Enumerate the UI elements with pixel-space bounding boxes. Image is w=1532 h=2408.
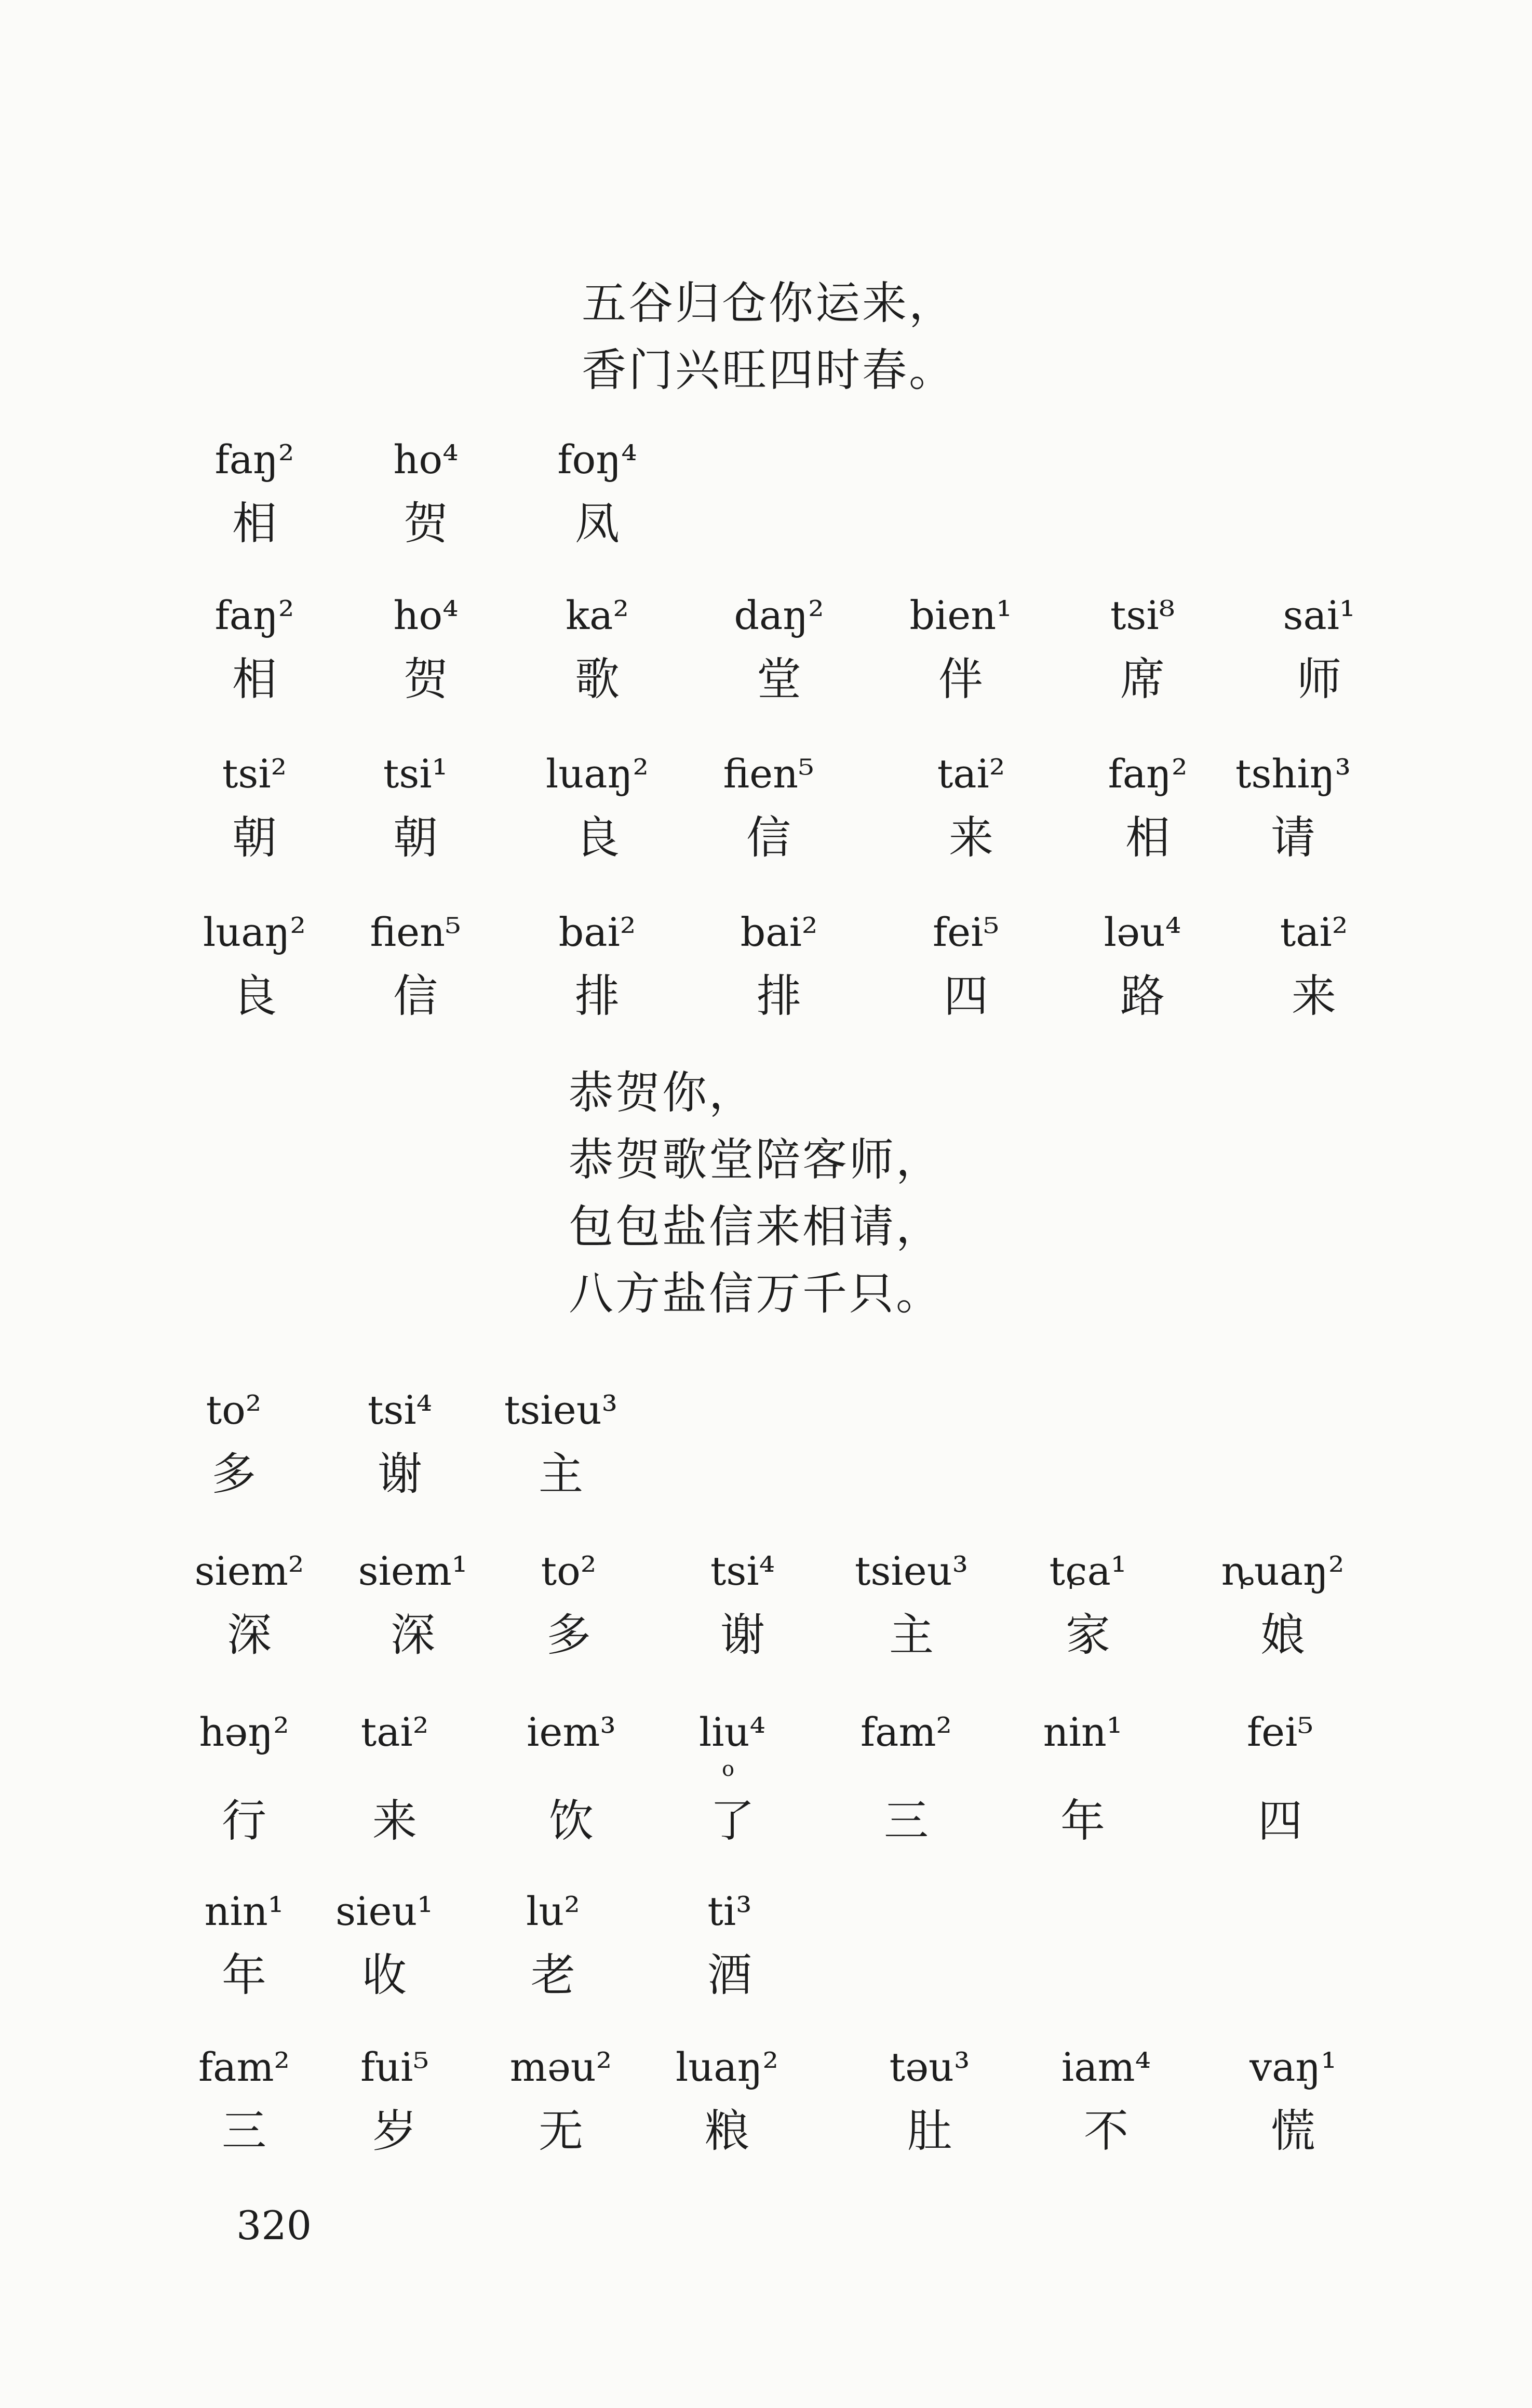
romanization: to² [206,1387,262,1433]
syllable-pair [473,1384,649,1503]
romanization: tsieu³ [504,1387,618,1433]
romanization: tsi⁸ [1110,592,1175,638]
syllable-pair [465,1885,641,2004]
hanzi: 谢 [720,1609,765,1661]
romanization: foŋ⁴ [557,436,637,483]
hanzi: 年 [222,1949,266,2001]
romanization: tshiŋ³ [1235,751,1351,797]
romanization: siem¹ [358,1548,468,1594]
syllable-pair [166,906,343,1025]
syllable-pair [306,1706,483,1850]
romanization: ka² [566,592,629,638]
romanization: fien⁵ [723,751,814,797]
syllable-pair [166,590,343,708]
romanization: tai² [360,1709,429,1755]
romanization: iem³ [527,1709,616,1755]
syllable-pair [327,906,504,1025]
syllable-pair [641,1885,818,2004]
romanization: faŋ² [214,436,294,483]
hanzi: 朝 [393,812,438,864]
romanization: bai² [558,909,636,955]
hanzi: 四 [1258,1795,1302,1847]
verse-block-1 [582,270,956,404]
syllable-pair [654,1545,831,1664]
hanzi: 请 [1271,812,1315,864]
hanzi: 朝 [232,812,277,864]
romanization: fam² [198,2044,290,2090]
syllable-pair [1205,2041,1381,2160]
syllable-pair [166,748,343,866]
hanzi: 多 [211,1448,256,1500]
romanization: fei⁵ [1247,1709,1313,1755]
hanzi: 老 [531,1949,575,2001]
hanzi: 收 [362,1949,407,2001]
hanzi: 酒 [707,1949,752,2001]
romanization: luaŋ² [676,2044,778,2090]
romanization: faŋ² [1108,751,1188,797]
syllable-pair [156,2041,332,2160]
syllable-pair [509,590,686,708]
hanzi: 排 [575,970,620,1022]
verse-line: 恭贺你， [569,1067,756,1119]
hanzi: 歌 [575,653,620,705]
hanzi: 娘 [1260,1609,1305,1661]
hanzi: 伴 [938,653,983,705]
syllable-pair [1226,906,1402,1025]
hanzi: 来 [1292,970,1336,1022]
syllable-pair [841,2041,1018,2160]
syllable-pair [509,906,686,1025]
hanzi: 不 [1084,2105,1128,2157]
hanzi: 主 [889,1609,934,1661]
romanization: tsi⁴ [710,1548,775,1594]
romanization: həŋ² [199,1709,289,1755]
hanzi: 堂 [757,653,801,705]
syllable-pair [1194,1545,1371,1664]
hanzi: 家 [1066,1609,1110,1661]
romanization: iam⁴ [1061,2044,1151,2090]
romanization: sai¹ [1283,592,1355,638]
hanzi: 贺 [404,498,448,550]
hanzi: 了 [710,1795,755,1847]
syllable-pair [325,1545,501,1664]
romanization: tai² [1280,909,1348,955]
page-number: 320 [236,2202,312,2249]
romanization: nin¹ [1043,1709,1123,1755]
hanzi: 贺 [404,653,448,705]
romanization: təu³ [889,2044,970,2090]
romanization: faŋ² [214,592,294,638]
hanzi: 排 [757,970,801,1022]
romanization: tsi¹ [383,751,448,797]
syllable-pair [823,1545,1000,1664]
syllable-pair [995,1706,1171,1850]
syllable-pair [1231,590,1407,708]
hanzi: 良 [232,970,277,1022]
romanization: luaŋ² [203,909,306,955]
verse-line: 香门兴旺四时春。 [582,344,956,396]
romanization: siem² [194,1548,304,1594]
romanization: fui⁵ [360,2044,429,2090]
romanization: məu² [509,2044,612,2090]
verse-line: 包包盐信来相请， [569,1201,943,1253]
hanzi: 谢 [378,1448,422,1500]
hanzi: 多 [546,1609,591,1661]
hanzi: 良 [575,812,620,864]
hanzi: 粮 [705,2105,749,2157]
hanzi: 相 [232,653,277,705]
romanization: fei⁵ [933,909,999,955]
syllable-pair [1054,906,1231,1025]
syllable-pair [883,748,1059,866]
syllable-pair [156,1706,332,1850]
hanzi: 饮 [549,1795,594,1847]
romanization: bien¹ [909,592,1012,638]
hanzi: 岁 [372,2105,417,2157]
hanzi: 深 [227,1609,272,1661]
syllable-pair [639,2041,815,2160]
syllable-pair [691,590,867,708]
syllable-pair [1018,2041,1194,2160]
syllable-pair [680,748,857,866]
romanization: ti³ [707,1888,752,1934]
syllable-pair [872,590,1049,708]
hanzi: 路 [1120,970,1165,1022]
verse-line: 五谷归仓你运来， [582,277,956,329]
syllable-pair [691,906,867,1025]
romanization: ho⁴ [393,592,459,638]
syllable-pair [509,434,686,552]
verse-line: 八方盐信万千只。 [569,1268,943,1320]
hanzi: 师 [1297,653,1341,705]
syllable-pair [1192,1706,1368,1850]
romanization: lu² [526,1888,580,1934]
syllable-pair [483,1706,660,1850]
hanzi: 相 [232,498,277,550]
syllable-pair [1205,748,1381,866]
hanzi: 四 [944,970,988,1022]
hanzi: 信 [746,812,791,864]
syllable-pair [338,434,514,552]
romanization: to² [541,1548,597,1594]
syllable-pair [296,1885,473,2004]
verse-line: 恭贺歌堂陪客师， [569,1134,943,1186]
syllable-pair [878,906,1054,1025]
hanzi: 来 [372,1795,417,1847]
hanzi: 慌 [1271,2105,1315,2157]
hanzi: 年 [1060,1795,1105,1847]
romanization: ləu⁴ [1104,909,1181,955]
syllable-pair [145,1384,322,1503]
syllable-pair [1054,590,1231,708]
romanization: liu⁴ [698,1709,766,1755]
syllable-pair [312,1384,488,1503]
romanization: tsieu³ [854,1548,969,1594]
syllable-pair [480,1545,657,1664]
romanization: vaŋ¹ [1249,2044,1337,2090]
hanzi: 信 [393,970,438,1022]
romanization: fien⁵ [370,909,461,955]
syllable-pair [161,1545,338,1664]
ring-mark: o [722,1757,735,1781]
hanzi: 行 [222,1795,266,1847]
romanization: sieu¹ [335,1888,433,1934]
hanzi: 三 [222,2105,266,2157]
hanzi: 席 [1120,653,1165,705]
romanization: tsi⁴ [367,1387,433,1433]
syllable-pair [327,748,504,866]
romanization: nin¹ [204,1888,284,1934]
verse-block-2 [569,1060,943,1328]
hanzi: 三 [884,1795,929,1847]
syllable-pair [644,1706,821,1850]
hanzi: 来 [949,812,993,864]
romanization: ho⁴ [393,436,459,483]
syllable-pair [818,1706,995,1850]
romanization: luaŋ² [546,751,649,797]
hanzi: 相 [1125,812,1170,864]
hanzi: 深 [391,1609,435,1661]
romanization: bai² [740,909,818,955]
hanzi: 无 [539,2105,583,2157]
romanization: fam² [861,1709,952,1755]
syllable-pair [338,590,514,708]
romanization: daŋ² [734,592,824,638]
hanzi: 肚 [907,2105,952,2157]
syllable-pair [473,2041,649,2160]
romanization: tai² [937,751,1005,797]
hanzi: 主 [539,1448,583,1500]
syllable-pair [1000,1545,1176,1664]
syllable-pair [509,748,686,866]
romanization: ȵuaŋ² [1221,1548,1345,1594]
syllable-pair [306,2041,483,2160]
hanzi: 凤 [575,498,620,550]
syllable-pair [166,434,343,552]
romanization: tɕa¹ [1049,1548,1127,1594]
romanization: tsi² [222,751,287,797]
